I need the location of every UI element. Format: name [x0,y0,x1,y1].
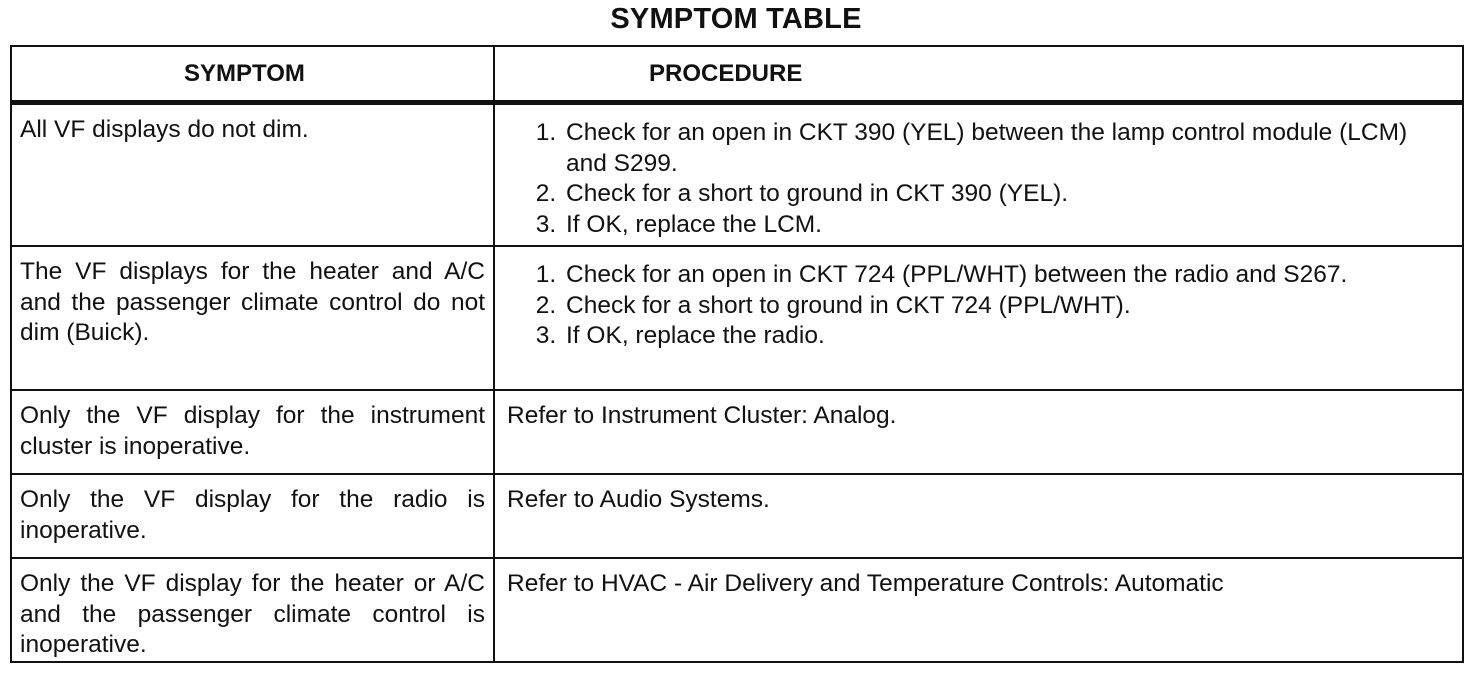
symptom-cell: Only the VF display for the radio is inoperative. [11,474,494,558]
procedure-steps [507,260,1452,352]
procedure-cell: Refer to Instrument Cluster: Analog. [494,390,1463,474]
page-title: SYMPTOM TABLE [610,3,862,35]
table-row [11,474,1463,558]
procedure-step: 2. Check for a short to ground in CKT 390 (YEL). [563,179,1452,210]
procedure-cell: Refer to HVAC - Air Delivery and Temperature Controls: Automatic [494,558,1463,662]
procedure-step: 1. Check for an open in CKT 724 (PPL/WHT) between the radio and S267. [563,260,1452,291]
table-row [11,246,1463,390]
procedure-steps [507,118,1452,240]
procedure-cell [494,103,1463,247]
table-row [11,558,1463,662]
procedure-cell [494,246,1463,390]
procedure-step: 3. If OK, replace the radio. [563,321,1452,352]
table-header-row [11,46,1463,103]
symptom-table [10,45,1464,663]
procedure-step: 3. If OK, replace the LCM. [563,210,1452,241]
symptom-cell: Only the VF display for the heater or A/C and the passenger climate control is inoperative. [11,558,494,662]
symptom-cell: All VF displays do not dim. [11,103,494,247]
symptom-cell: Only the VF display for the instrument cluster is inoperative. [11,390,494,474]
procedure-cell: Refer to Audio Systems. [494,474,1463,558]
column-header-symptom: SYMPTOM [11,46,494,103]
procedure-step: 2. Check for a short to ground in CKT 724 (PPL/WHT). [563,291,1452,322]
table-row [11,390,1463,474]
table-row [11,103,1463,247]
symptom-cell: The VF displays for the heater and A/C and the passenger climate control do not dim (Buick). [11,246,494,390]
procedure-step: 1. Check for an open in CKT 390 (YEL) between the lamp control module (LCM) and S299. [563,118,1452,179]
column-header-procedure: PROCEDURE [494,46,1463,103]
